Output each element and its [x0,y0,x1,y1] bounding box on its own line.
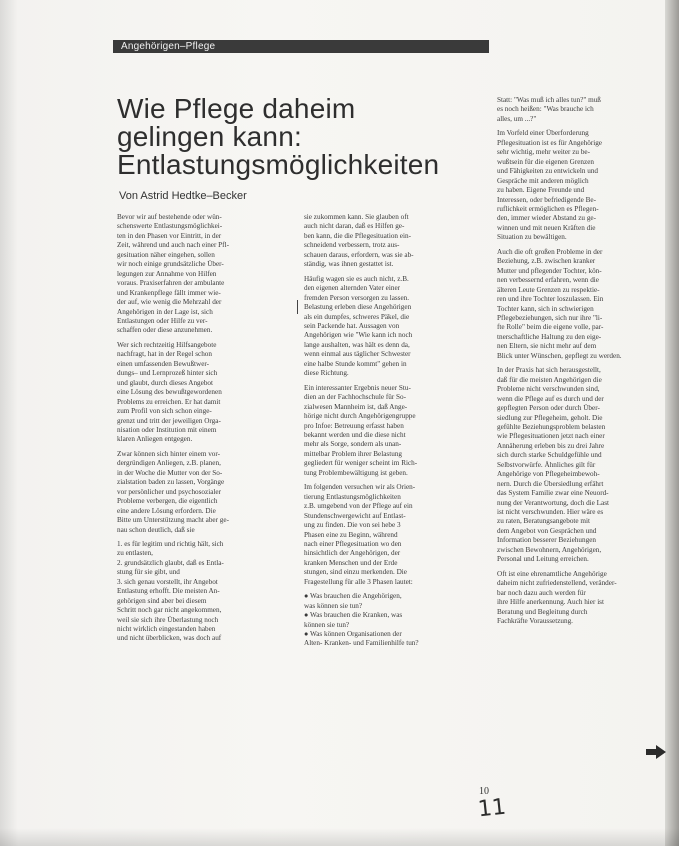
text-line: und glaubt, durch dieses Angebot [117,378,214,387]
text-line: zialstation baden zu lassen, Vorgänge [117,478,225,487]
paragraph [497,248,665,361]
text-line: können sie tun? [304,620,350,629]
text-line: den eigenen alternden Vater einer [304,284,401,293]
text-line: schneidend verbessern, trotz aus- [304,241,400,250]
text-line: schaffen oder diese anzunehmen. [117,326,213,335]
text-line: eine halbe Stunde kommt" gehen in [304,359,407,368]
text-line: Fragestellung für alle 3 Phasen lautet: [304,577,413,586]
text-line: Im folgenden versuchen wir als Orien- [304,483,416,492]
text-line: Stundenschwergewicht auf Entlast- [304,511,406,520]
text-line: Entlastungen oder Hilfe zu ver- [117,316,208,325]
text-line: ihre Hilfe anerkennung. Auch hier ist [497,598,604,607]
page-shadow-left [0,0,18,846]
text-line: gepflegten Person oder durch Über- [497,404,600,413]
text-line: der auf, wie wenig die Mehrzahl der [117,298,222,307]
text-column-2 [304,213,476,768]
text-line: Auch die oft großen Probleme in der [497,247,603,256]
text-column-3 [497,96,665,761]
text-line: hinsichtlich der Angehörigen, der [304,549,401,558]
text-line: daß für die meisten Angehörigen die [497,375,602,384]
text-line: den, immer wieder Abstand zu ge- [497,214,596,223]
paragraph [497,366,665,565]
text-line: ung zu finden. Die von sei hebe 3 [304,521,401,530]
text-line: ● Was brauchen die Kranken, was [304,611,403,620]
text-line: Probleme verbergen, die eigentlich [117,497,218,506]
text-line: was können sie tun? [304,601,363,610]
text-line: Alten- Kranken- und Familienhilfe tun? [304,639,419,648]
text-line: und Krankenpflege fällt immer wie- [117,288,221,297]
text-line: Angehörigen in der Lage ist, sich [117,307,213,316]
text-line: daheim nicht zufriedenstellend, veränder- [497,579,617,588]
text-line: ● Was können Organisationen der [304,630,402,639]
text-line: kranken Menschen und der Erde [304,558,398,567]
title-line: Wie Pflege daheim [117,93,356,124]
text-line: In der Praxis hat sich herausgestellt, [497,366,601,375]
text-line: vor persönlicher und psychosozialer [117,487,221,496]
text-line: gehörigen sind aber bei diesem [117,596,207,605]
text-line: zu entlasten, [117,549,153,558]
text-line: sehr wichtig, mehr weiter zu be- [497,148,591,157]
paragraph [117,213,293,336]
text-line: weil sie sich ihre Überlastung noch [117,615,219,624]
text-line: 2. grundsätzlich glaubt, daß es Entla- [117,558,224,567]
paragraph [497,129,665,242]
arrow-right-icon [646,745,666,759]
text-line: das System Familie zwar eine Neuord- [497,489,609,498]
text-line: lange aushalten, was hält es denn da, [304,340,410,349]
paragraph [117,341,293,445]
article-title [117,95,477,179]
text-line: nau schon deutlich, daß sie [117,525,195,534]
text-line: nen Eltern, sie nicht mehr auf dem [497,342,597,351]
text-line: es noch heißen: "Was brauche ich [497,105,594,114]
text-line: nach einer Pflegesituation wo den [304,539,402,548]
text-line: wenn die Pflege auf es durch und der [497,394,604,403]
text-line: winnen und mit neuen Kräften die [497,223,596,232]
page-number: 10 [479,786,489,797]
paragraph [304,483,476,587]
text-line: grenzt und tritt der jeweiligen Orga- [117,416,221,425]
text-line: Zwar können sich hinter einem vor- [117,449,221,458]
paragraph [117,540,293,644]
text-line: nisation oder Institution mit einem [117,425,217,434]
text-line: nen verbessernd erfahren, wenn die [497,276,599,285]
text-line: Bevor wir auf bestehende oder wün- [117,213,222,221]
text-line: Blick unter Wünschen, gepflegt zu werden. [497,351,622,360]
text-line: sie zukommen kann. Sie glauben oft [304,213,409,221]
text-line: ren und ihre Tochter loszulassen. Ein [497,295,604,304]
text-line: Phasen eine zu Beginn, während [304,530,398,539]
text-line: stung für sie gibt, und [117,568,180,577]
text-line: Tochter kann, sich in schwierigen [497,304,594,313]
text-line: nicht wirklich eingestanden haben [117,625,216,634]
text-line: schauen daraus, erfordern, was sie ab- [304,250,414,259]
text-line: Gespräche mit anderen möglich [497,176,589,185]
text-line: Wer sich rechtzeitig Hilfsangebote [117,340,217,349]
page-edge-right [665,0,679,846]
text-line: Statt: "Was muß ich alles tun?" muß [497,96,601,104]
paragraph [117,450,293,535]
column-mark [297,300,298,314]
text-line: Bitte um Unterstützung macht aber ge- [117,516,229,525]
text-line: voraus. Praxiserfahren der ambulante [117,279,225,288]
text-line: wie Pflegesituationen jetzt nach einer [497,432,605,441]
text-line: hörige nicht durch Angehörigengruppe [304,412,416,421]
text-line: Beratung und Begleitung durch [497,607,588,616]
text-line: Situation zu bewältigen. [497,233,567,242]
text-line: Personal und Leitung erreichen. [497,555,589,564]
text-line: pro Infoe: Betreuung erfasst haben [304,421,404,430]
text-line: eine andere Lösung erfordern. Die [117,506,216,515]
text-line: einen umfassenden Bewußtwer- [117,359,210,368]
paragraph [304,384,476,479]
text-line: nung der Verantwortung, doch die Last [497,498,610,507]
text-line: älteren Leute Grenzen zu respektie- [497,285,600,294]
text-line: mehr als Sorge, sondern als unan- [304,440,402,449]
text-line: gefühlte Beziehungsproblem belasten [497,422,606,431]
text-line: 3. sich genau vorstellt, ihr Angebot [117,577,218,586]
text-line: zum Profil von sich schon einge- [117,407,212,416]
text-line: Probleme nicht verschwunden sind, [497,385,600,394]
text-line: ben kann, die die Pflegesituation ein- [304,231,411,240]
text-line: nern. Durch die Übersiedlung erfährt [497,479,604,488]
text-line: siedlung zur Pflegeheim, geholt. Die [497,413,603,422]
text-line: Problems zu erreichen. Er hat damit [117,397,221,406]
text-line: sich durch starke Schuldgefühle und [497,451,602,460]
text-line: klaren Anliegen entgegen. [117,435,193,444]
text-line: ist nicht verschwunden. Hier wäre es [497,508,604,517]
text-line: alles, um ...?" [497,114,537,123]
text-line: tnerschaftliche Haltung zu den eige- [497,332,602,341]
title-line: Entlastungsmöglichkeiten [117,149,440,180]
text-line: ständig, was ihnen gestattet ist. [304,260,394,269]
text-line: tung Problembewältigung ist geben. [304,468,408,477]
page-shadow-bottom [0,828,679,846]
text-line: schenswerte Entlastungsmöglichkei- [117,222,223,231]
text-line: Selbstvorwürfe. Ähnliches gilt für [497,460,596,469]
text-line: eine Lösung des bewußtgewordenen [117,388,222,397]
text-line: Belastung erleben diese Angehörigen [304,303,412,312]
text-line: Annäherung erleben bis zu drei Jahre [497,441,605,450]
text-line: wußtsein für die eigenen Grenzen [497,157,594,166]
text-line: z.B. umgebend von der Pflege auf ein [304,502,413,511]
text-line: auch nicht daran, daß es Hilfen ge- [304,222,405,231]
text-line: mittelbar Problem ihrer Belastung [304,449,403,458]
text-line: zwischen Bewohnern, Angehörigen, [497,545,602,554]
text-line: dergründigen Anliegen, z.B. planen, [117,459,221,468]
text-line: sein Packende hat. Aussagen von [304,321,400,330]
text-line: diese Richtung. [304,369,349,378]
text-line: Fachkräfte Voraussetzung. [497,617,573,626]
text-line: Oft ist eine ehrenamtliche Angehörige [497,569,607,578]
text-line: Angehörige von Pflegeheimbewoh- [497,470,600,479]
text-line: Im Vorfeld einer Überforderung [497,129,589,138]
text-line: zu raten, Beratungsangebote mit [497,517,591,526]
text-line: in der Woche die Mutter von der So- [117,468,223,477]
handwritten-page-number: 11 [476,794,508,823]
text-line: dem Angebot von Gesprächen und [497,526,597,535]
article-author: Von Astrid Hedtke–Becker [119,190,247,202]
text-line: 1. es für legitim und richtig hält, sich [117,539,224,548]
text-line: Schritt noch gar nicht angekommen, [117,606,222,615]
text-line: Pflegebeziehungen, sich nur ihre "li- [497,313,603,322]
text-line: als ein dumpfes, schweres Päkel, die [304,312,410,321]
text-line: Mutter und pflegender Tochter, kön- [497,266,602,275]
text-line: Beziehung, z.B. zwischen kranker [497,257,596,266]
text-line: gegliedert für weniger scheint im Rich- [304,459,418,468]
text-line: Häufig wagen sie es auch nicht, z.B. [304,274,409,283]
text-line: fremden Person versorgen zu lassen. [304,293,410,302]
text-line: zialwesen Mannheim ist, daß Ange- [304,402,408,411]
text-line: dungs– und Lernprozeß hinter sich [117,369,218,378]
text-line: Pflegesituation ist es für Angehörige [497,138,602,147]
paragraph [304,592,476,649]
text-line: ten in den Phasen vor Eintritt, in der [117,231,222,240]
text-line: stungen, sind einzu merkenden. Die [304,568,407,577]
section-label: Angehörigen–Pflege [121,41,216,52]
text-line: tierung Entlastungsmöglichkeiten [304,492,401,501]
text-line: und nicht überblicken, was doch auf [117,634,222,643]
text-line: Information besserer Beziehungen [497,536,596,545]
title-line: gelingen kann: [117,121,302,152]
text-line: Interessen, oder befriedigende Be- [497,195,596,204]
text-line: Ein interessanter Ergebnis neuer Stu- [304,383,411,392]
text-line: fte Rolle" beim die eigene volle, par- [497,323,604,332]
text-line: bekannt werden und die diese nicht [304,430,406,439]
text-line: Entlastung erhofft. Die meisten An- [117,587,220,596]
paragraph [304,275,476,379]
text-line: nachfragt, hat in der Regel schon [117,350,212,359]
text-line: bar noch dazu auch werden für [497,588,586,597]
text-line: gesituation näher eingehen, sollen [117,250,215,259]
text-line: Zeit, während und auch nach einer Pfl- [117,241,229,250]
text-line: zu haben. Eigene Freunde und [497,186,585,195]
text-line: ● Was brauchen die Angehörigen, [304,592,402,601]
text-line: Angehörigen wie "Wie kann ich noch [304,331,413,340]
paragraph [497,96,665,124]
paragraph [304,213,476,270]
text-line: wir noch einige grundsätzliche Über- [117,260,224,269]
text-line: legungen zur Annahme von Hilfen [117,269,217,278]
text-line: und Fähigkeiten zu entwickeln und [497,167,599,176]
text-column-1 [117,213,293,768]
text-line: ruflichkeit ermöglichen es Pflegen- [497,204,599,213]
paragraph [497,570,665,627]
text-line: wenn einmal aus täglicher Schwester [304,350,411,359]
text-line: dien an der Fachhochschule für So- [304,393,406,402]
